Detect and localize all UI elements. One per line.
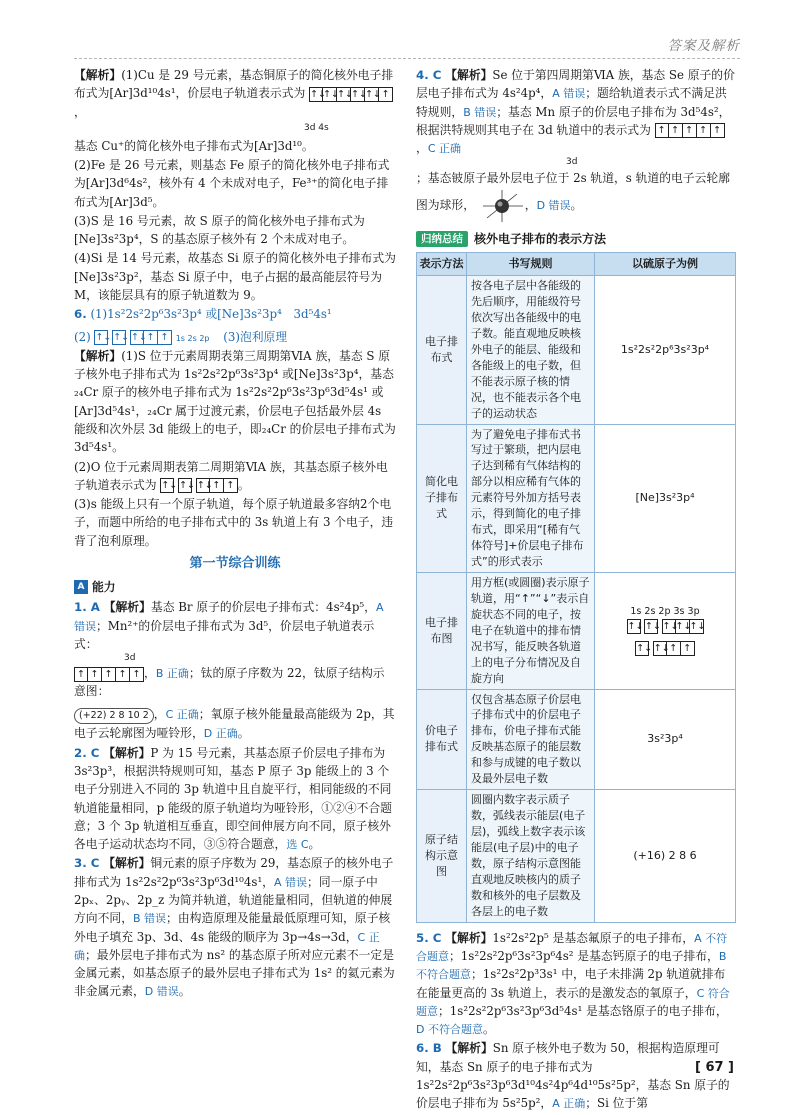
a2-paragraph: 2. C 【解析】P 为 15 号元素，其基态原子价层电子排布为 3s²3p³，根据洪特规则可知，基态 P 原子 3p 能级上的 3 个电子分别进入不同的 3p 轨道中且自旋平行，相同能级的不同轨道能量相同，p 能级的原子轨道均为哑铃形，①②④不合题意；3 个 3p 轨道相互垂直，即空间伸展方向不同，原子核外各电子运动状态均不同，③⑤符合题意，选 C。 xyxy=(74,745,393,852)
a1-mn-orbital-boxes: ↑ ↑ ↑ ↑ ↑ xyxy=(74,667,144,682)
table-cell-rule: 圆圈内数字表示质子数，弧线表示能层(电子层)，弧线上数字表示该能层(电子层)中的电子数，原子结构示意图能直观地反映核内的质子数和核外的电子层数及各层上的电子数 xyxy=(467,790,595,923)
a3-ans-b: B 错误 xyxy=(133,912,167,926)
table-cell-example: (+16) 2 8 6 xyxy=(595,790,736,923)
a3-text3: ；由构造原理及能量最低原理可知，原子核外电子填充 3p、3d、4s 能级的顺序为 3p→4s→3d， xyxy=(74,911,391,944)
q5-1-text: (1)Cu 是 29 号元素，基态铜原子的简化核外电子排布式为[Ar]3d¹⁰4s¹，价层电子轨道表示式为 xyxy=(74,68,394,101)
r4-orb-label-text: 3d xyxy=(566,157,578,168)
section-title: 第一节综合训练 xyxy=(189,555,281,571)
a1-tag: 【解析】 xyxy=(103,600,151,615)
r5-text1: 1s²2s²2p⁵ 是基态氟原子的电子排布， xyxy=(492,930,695,945)
table-cell-rule: 为了避免电子排布式书写过于繁琐，把内层电子达到稀有气体结构的部分以相应稀有气体的元素符号外加方括号表示，得到简化的电子排布式，即采用“[稀有气体符号]+价层电子排布式”的形式表示 xyxy=(467,424,595,572)
q6-ans1: (1)1s²2s²2p⁶3s²3p⁴ 或[Ne]3s²3p⁴ 3d⁵4s¹ xyxy=(90,307,332,322)
a2-text: P 为 15 号元素，其基态原子价层电子排布为 3s²3p³，根据洪特规则可知，基态 P 原子 3p 能级上的 3 个电子分别进入不同的 3p 轨道中且自旋平行，相同能级的不同轨道能量相同，p 能级的原子轨道均为哑铃形，①②④不合题意；3 个 3p 轨道相互垂直，即空间伸展方向不同，原子核外各电子运动状态均不同，③⑤符合题意， xyxy=(74,745,393,852)
r6-text2: ；Si 位于第 xyxy=(585,1096,649,1111)
r4-mn-orbital-boxes: ↑ ↑ ↑ ↑ ↑ xyxy=(655,123,725,138)
page-header xyxy=(0,0,800,64)
table-header: 表示方法 xyxy=(417,253,467,276)
table-cell-example: 1s²2s²2p⁶3s²3p⁴ xyxy=(595,276,736,424)
a3-text2: ；同一原子中 2pₓ、2pᵧ、2p_z 为简并轨道，轨道能量相同，但轨道的伸展方向不同， xyxy=(74,874,393,926)
r5-text2: ；1s²2s²2p⁶3s²3p⁶4s² 是基态钙原子的电子排布， xyxy=(449,948,719,963)
table-cell-rule: 按各电子层中各能级的先后顺序，用能级符号依次写出各能级中的电子数。能直观地反映核外电子的能层、能级和各能级上的电子数，但不能表示原子核的情况，也不能表示各个电子的运动状态 xyxy=(467,276,595,424)
header-divider xyxy=(74,58,740,59)
a2-ans: 选 C xyxy=(286,838,309,852)
table-cell-rule: 仅包含基态原子价层电子排布式中的价层电子排布，价电子排布式能反映基态原子的能层数和参与成键的电子数以及最外层电子数 xyxy=(467,689,595,790)
a1-ans-d: D 正确 xyxy=(203,727,238,741)
a3-paragraph: 3. C 【解析】铜元素的原子序数为 29，基态原子的核外电子排布式为 1s²2s²2p⁶3s²3p⁶3d¹⁰4s¹，A 错误；同一原子中 2pₓ、2pᵧ、2p_z 为简并轨道，轨道能量相同，但轨道的伸展方向不同，B 错误；由构造原理及能量最低原理可知，原子核外电子填充 3p、3d、4s 能级的顺序为 3p→4s→3d，C 正确；最外层电子排布式为 ns² 的基态原子所对应元素不一定是金属元素，如基态原子的最外层电子排布式为 1s² 的氦元素为非金属元素，D 错误。 xyxy=(74,856,395,999)
table-row xyxy=(417,689,736,790)
a3-number: 3. C xyxy=(74,856,100,871)
a3-ans-c: C 正确 xyxy=(74,930,380,962)
a1-paragraph xyxy=(74,598,396,653)
table-cell-example: 3s²3p⁴ xyxy=(595,689,736,790)
s-orbital-sphere-icon xyxy=(479,188,525,224)
r4-ans-c: C 正确 xyxy=(427,142,461,156)
a1-text3: ；钛的原子序数为 22，钛原子结构示意图： xyxy=(74,666,385,699)
r5-ans-c: C 符合题意 xyxy=(416,986,730,1018)
r6-paragraph xyxy=(416,1039,736,1112)
r5-tag: 【解析】 xyxy=(445,930,493,945)
table-header-row xyxy=(417,253,736,276)
r5-text3: ；1s²2s²2p³3s¹ 中，电子未排满 2p 轨道就排布在能量更高的 3s 轨道上，表示的是激发态的氧原子， xyxy=(416,967,726,1000)
r5-paragraph: 5. C 【解析】1s²2s²2p⁵ 是基态氟原子的电子排布，A 不符合题意；1s²2s²2p⁶3s²3p⁶4s² 是基态钙原子的电子排布，B 不符合题意；1s²2s²2p³3s¹ 中，电子未排满 2p 轨道就排布在能量更高的 3s 轨道上，表示的是激发态的氧原子，C 符合题意；1s²2s²2p⁶3s²3p⁶3d⁵4s¹ 是基态铬原子的电子排布，D 不符合题意。 xyxy=(416,930,730,1037)
table-cell-rule: 用方框(或圆圈)表示原子轨道，用“↑”“↓”表示自旋状态不同的电子，按电子在轨道中的排布情况书写，能反映各轨道上的电子分布情况及自旋方向 xyxy=(467,572,595,689)
q6-orb-labels: 1s 2s 2p xyxy=(175,333,210,343)
q6-o-orbital-boxes: ↑↓ xyxy=(161,480,178,492)
q6-ans2-label: (2) xyxy=(74,329,91,344)
a2-number: 2. C xyxy=(74,745,100,760)
r5-number: 5. C xyxy=(416,930,442,945)
r6-number: 6. B xyxy=(416,1041,442,1056)
r4-ans-d: D 错误 xyxy=(536,198,571,212)
page-number: [ 67 ] xyxy=(694,1060,734,1075)
summary-heading xyxy=(416,230,736,249)
ability-badge: A xyxy=(74,580,88,594)
a1-text4: ；氧原子核外能量最高能级为 2p，其电子云轮廓图为哑铃形， xyxy=(74,706,395,741)
q6-ans3: (3)泡利原理 xyxy=(223,329,288,344)
orbital-diagram-labels: 1s 2s 2p 3s 3p xyxy=(630,605,700,617)
r4-paragraph: 4. C 【解析】Se 位于第四周期第ⅥA 族，基态 Se 原子的价层电子排布式为 4s²4p⁴，A 错误；题给轨道表示式不满足洪特规则，B 错误；基态 Mn 原子的价层电子排布为 3d⁵4s²，根据洪特规则其电子在 3d 轨道中的表示式为 ↑ ↑ ↑ ↑ ↑ ，C 正确 xyxy=(416,68,735,156)
page-number-value: 67 xyxy=(705,1060,724,1075)
ability-label: 能力 xyxy=(92,580,116,595)
q6-2-text: (2)O 位于元素周期表第二周期第ⅥA 族，其基态原子核外电子轨道表示式为 xyxy=(74,459,388,492)
r6-text1: Sn 原子核外电子数为 50，根据构造原理可知，基态 Sn 原子的电子排布式为 1s²2s²2p⁶3s²3p⁶3d¹⁰4s²4p⁶4d¹⁰5s²5p²，基态 Sn 原子的价层电子排布为 5s²5p²， xyxy=(416,1041,730,1111)
r6-ans-a: A 正确 xyxy=(552,1097,586,1111)
q5-part1b: 基态 Cu⁺的简化核外电子排布式为[Ar]3d¹⁰。 xyxy=(74,138,314,153)
r5-ans-b: B 不符合题意 xyxy=(416,949,727,982)
q6-number: 6. xyxy=(74,307,87,322)
q5-tag: 【解析】 xyxy=(74,68,122,82)
table-cell-example: [Ne]3s²3p⁴ xyxy=(595,424,736,572)
r4-orb-label xyxy=(416,158,736,168)
orbital-diagram-row2: ↑↓ ↑↓ ↑ ↑ xyxy=(599,641,731,657)
q6-answer1 xyxy=(74,305,396,323)
r4-paragraph-end: ；基态铍原子最外层电子位于 2s 轨道，s 轨道的电子云轮廓图为球形， ，D 错误。 xyxy=(416,169,736,223)
table-row xyxy=(417,276,736,424)
table-row xyxy=(417,790,736,923)
summary-pill: 归纳总结 xyxy=(416,231,468,247)
r5-ans-d: D 不符合题意 xyxy=(416,1023,483,1037)
q6-analysis2: (2)O 位于元素周期表第二周期第ⅥA 族，其基态原子核外电子轨道表示式为 ↑↓ ↑↓ ↑↓ ↑ ↑ 。 xyxy=(74,459,388,492)
q5-part4: (4)Si 是 14 号元素，故基态 Si 原子的简化核外电子排布式为[Ne]3s²3p²，基态 Si 原子中，电子占据的最高能层符号为 M，该能层具有的原子轨道数为 9。 xyxy=(74,251,396,303)
a2-tag: 【解析】 xyxy=(103,745,151,760)
r4-text3: ；基态 Mn 原子的价层电子排布为 3d⁵4s²，根据洪特规则其电子在 3d 轨道中的表示式为 xyxy=(416,104,731,137)
r5-ans-a: A 不符合题意 xyxy=(416,931,728,963)
table-cell-method: 价电子排布式 xyxy=(417,689,467,790)
r4-text1: Se 位于第四周期第ⅥA 族，基态 Se 原子的价层电子排布式为 4s²4p⁴， xyxy=(416,68,735,101)
a1-text2: ；Mn²⁺的价层电子排布式为 3d⁵，价层电子轨道表示式： xyxy=(74,618,375,651)
left-column xyxy=(74,66,396,1066)
table-cell-method: 简化电子排布式 xyxy=(417,424,467,572)
a1-number: 1. A xyxy=(74,600,100,615)
q5-cu-orbital-boxes: ↑↓ ↑↓ ↑↓ ↑↓ ↑↓ ↑ xyxy=(309,87,393,102)
summary-title: 核外电子排布的表示方法 xyxy=(474,231,607,246)
table-cell-method: 电子排布图 xyxy=(417,572,467,689)
r4-ans-b: B 错误 xyxy=(463,105,497,119)
a1-ans-c: C 正确 xyxy=(165,707,199,721)
q5-part1: 【解析】(1)Cu 是 29 号元素，基态铜原子的简化核外电子排布式为[Ar]3d¹⁰4s¹，价层电子轨道表示式为 ↑↓ ↑↓ ↑↓ ↑↓ ↑↓ ↑ ， xyxy=(74,68,394,119)
r4-tag: 【解析】 xyxy=(445,68,493,82)
ability-heading xyxy=(74,578,396,596)
electron-config-table xyxy=(416,252,736,923)
a1-orb-label: 3d xyxy=(124,653,136,664)
header-title: 答案及解析 xyxy=(667,38,740,54)
a3-tag: 【解析】 xyxy=(103,856,151,871)
table-cell-example-diagram xyxy=(595,572,736,689)
a1-orbital-line: 3d ↑ ↑ ↑ ↑ ↑ ，B 正确；钛的原子序数为 22，钛原子结构示意图： xyxy=(74,654,396,700)
table-row xyxy=(417,572,736,689)
q5-part2: (2)Fe 是 26 号元素，则基态 Fe 原子的简化核外电子排布式为[Ar]3d⁶4s²，核外有 4 个未成对电子，Fe³⁺的简化电子排布式为[Ar]3d⁵。 xyxy=(74,158,390,209)
r4-text2: ；题给轨道表示式不满足洪特规则， xyxy=(416,86,727,119)
a3-ans-a: A 错误 xyxy=(273,875,308,889)
a1-ans-a: A 错误 xyxy=(74,601,384,633)
a1-ans-b: B 正确 xyxy=(155,667,189,681)
q5-orb-label xyxy=(74,122,396,136)
table-header: 书写规则 xyxy=(467,253,595,276)
ti-structure-diagram: (+22) 2 8 10 2 xyxy=(74,708,154,725)
a3-ans-d: D 错误 xyxy=(144,985,179,999)
r4-number: 4. C xyxy=(416,68,442,82)
a3-text4: ；最外层电子排布式为 ns² 的基态原子所对应元素不一定是金属元素，如基态原子的最外层电子排布式为 1s² 的氦元素为非金属元素， xyxy=(74,947,395,999)
table-row xyxy=(417,424,736,572)
q6-tag: 【解析】 xyxy=(74,348,122,363)
r4-ans-a: A 错误 xyxy=(552,87,586,101)
r5-text4: ；1s²2s²2p⁶3s²3p⁶3d⁵4s¹ 是基态铬原子的电子排布， xyxy=(438,1003,728,1018)
r6-tag: 【解析】 xyxy=(445,1041,493,1056)
a1-ti-line: (+22) 2 8 10 2 ，C 正确；氧原子核外能量最高能级为 2p，其电子云轮廓图为哑铃形，D 正确。 xyxy=(74,706,395,741)
r4-text4: ；基态铍原子最外层电子位于 2s 轨道，s 轨道的电子云轮廓图为球形， xyxy=(416,171,730,212)
table-cell-method: 电子排布式 xyxy=(417,276,467,424)
q6-orbital-boxes: ↑↓ xyxy=(95,332,112,344)
table-header: 以硫原子为例 xyxy=(595,253,736,276)
q6-1-text: (1)S 位于元素周期表第三周期第ⅥA 族，基态 S 原子核外电子排布式为 1s²2s²2p⁶3s²3p⁴ 或[Ne]3s²3p⁴，基态₂₄Cr 原子的核外电子排布式为 1s²2s²2p⁶3s²3p⁶3d⁵4s¹ 或[Ar]3d⁵4s¹，₂₄Cr 属于过渡元素，价层电子包括最外层 4s 能级和次外层 3d 能级上的电子，即₂₄Cr 的价层电子排布式为 3d⁵4s¹。 xyxy=(74,348,396,455)
q5-part3: (3)S 是 16 号元素，故 S 原子的简化核外电子排布式为[Ne]3s²3p⁴，S 的基态原子核外有 2 个未成对电子。 xyxy=(74,213,365,247)
orbital-diagram-row1: ↑↓ ↑↓ ↑↓ ↑↓ ↑↓ xyxy=(627,621,706,633)
a1-text1: 基态 Br 原子的价层电子排布式：4s²4p⁵， xyxy=(150,600,376,615)
q6-answer2: (2) ↑↓ ↑↓ ↑↓ ↑ ↑ 1s 2s 2p (3)泡利原理 xyxy=(74,329,288,344)
a3-text1: 铜元素的原子序数为 29，基态原子的核外电子排布式为 1s²2s²2p⁶3s²3p⁶3d¹⁰4s¹， xyxy=(74,856,394,889)
q6-analysis1 xyxy=(74,347,396,457)
table-cell-method: 原子结构示意图 xyxy=(417,790,467,923)
q5-orb-label-text: 3d 4s xyxy=(304,122,329,133)
q6-analysis3: (3)s 能级上只有一个原子轨道，每个原子轨道最多容纳2个电子，而题中所给的电子排布式中的 3s 轨道上有 3 个电子，违背了泡利原理。 xyxy=(74,497,394,548)
